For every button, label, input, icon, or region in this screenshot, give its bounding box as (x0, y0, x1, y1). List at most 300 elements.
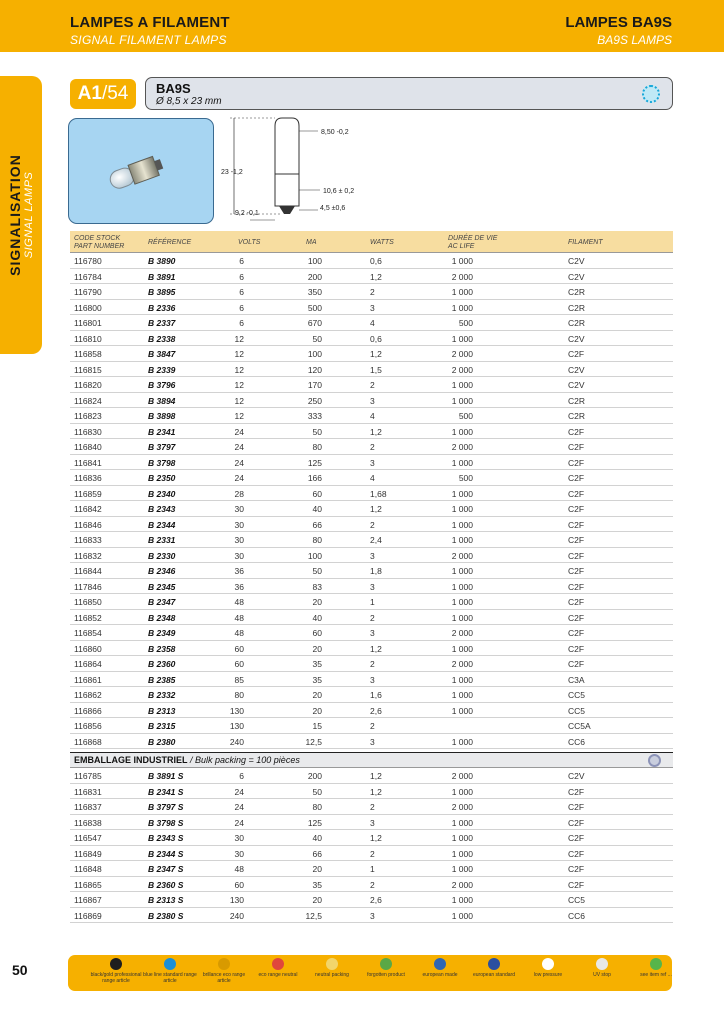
dim-diameter: 8,50 -0,2 (321, 129, 349, 136)
cell-fil: C2R (568, 318, 586, 328)
table-row (70, 641, 673, 657)
cell-ref: B 3891 S (148, 771, 184, 781)
cell-ma: 35 (312, 659, 322, 669)
cell-code: 116833 (74, 535, 102, 545)
cell-ma: 66 (312, 848, 322, 859)
header-left-subtitle: SIGNAL FILAMENT LAMPS (70, 33, 227, 47)
cell-fil: C2F (568, 519, 585, 530)
cell-fil: C2F (568, 504, 585, 514)
cell-fil: C2F (568, 833, 585, 843)
footer-item-label: brillance eco range article (202, 972, 246, 984)
cell-code: 116854 (74, 628, 102, 638)
cell-w: 1,2 (370, 771, 382, 781)
footer-item-label: black/gold professional range article (90, 972, 142, 984)
cell-ma: 15 (312, 721, 322, 731)
cell-v: 30 (234, 848, 244, 859)
cell-code: 116801 (74, 318, 102, 328)
cell-fil: C2F (568, 550, 585, 561)
cell-v: 36 (234, 566, 244, 576)
cell-life: 1 000 (451, 643, 473, 654)
table-row (70, 408, 673, 424)
cell-ma: 120 (307, 364, 322, 375)
cell-life: 2 000 (451, 550, 473, 561)
cell-ref: B 2344 S (148, 848, 184, 859)
cell-ref: B 2345 (148, 581, 176, 592)
cell-code: 116838 (74, 817, 102, 828)
cell-life: 1 000 (451, 426, 473, 437)
cell-ma: 670 (307, 318, 322, 328)
cell-code: 116852 (74, 612, 102, 623)
cell-ref: B 2350 (148, 473, 176, 483)
table-row (70, 687, 673, 703)
footer-item (142, 958, 198, 984)
cell-life: 1 000 (451, 256, 473, 266)
cell-fil: C2F (568, 581, 585, 592)
cell-v: 130 (229, 705, 244, 716)
cell-life: 1 000 (451, 597, 473, 607)
cell-v: 24 (234, 817, 244, 828)
cell-w: 2,4 (370, 535, 382, 545)
table-row (70, 253, 673, 269)
table-row (70, 532, 673, 548)
cell-ma: 80 (312, 535, 322, 545)
cell-code: 116867 (74, 895, 102, 905)
cell-v: 28 (234, 488, 244, 499)
cell-ref: B 2346 (148, 566, 176, 576)
header-left-title: LAMPES A FILAMENT (70, 14, 230, 31)
footer-item (628, 958, 684, 978)
cell-v: 24 (234, 426, 244, 437)
cell-w: 1,2 (370, 786, 382, 797)
cell-fil: C2F (568, 864, 585, 874)
cell-fil: C2V (568, 271, 585, 282)
bulk-packing-icon (648, 754, 661, 767)
cell-ma: 333 (307, 411, 322, 421)
table-row (70, 548, 673, 564)
footer-item (412, 958, 468, 978)
cell-life: 1 000 (451, 302, 473, 313)
cell-ref: B 3890 (148, 256, 176, 266)
cell-w: 1,5 (370, 364, 382, 375)
cell-w: 4 (370, 411, 375, 421)
light-icon (642, 85, 660, 103)
cell-ma: 40 (312, 612, 322, 623)
cell-ref: B 2339 (148, 364, 176, 375)
cell-ma: 80 (312, 802, 322, 812)
cell-ma: 12,5 (305, 736, 322, 747)
cell-ref: B 2340 (148, 488, 176, 499)
cell-w: 3 (370, 628, 375, 638)
cell-v: 80 (234, 690, 244, 700)
header-watts: WATTS (370, 239, 394, 246)
blue-line-icon (164, 958, 176, 970)
cell-v: 240 (229, 736, 244, 747)
header-right-subtitle: BA9S LAMPS (597, 33, 672, 47)
cell-code: 116830 (74, 426, 102, 437)
footer-legend (68, 955, 672, 991)
cell-fil: C2F (568, 786, 585, 797)
cell-code: 116780 (74, 256, 102, 266)
cell-fil: C2F (568, 473, 585, 483)
table-row (70, 625, 673, 641)
product-code-prefix: A1 (77, 83, 102, 104)
table-row (70, 563, 673, 579)
bulk-table-row (70, 830, 673, 846)
cell-fil: CC6 (568, 736, 586, 747)
cell-ma: 20 (312, 597, 322, 607)
cell-w: 1,68 (370, 488, 387, 499)
footer-item-label: UV stop (593, 972, 611, 978)
footer-item-label: neutral packing (315, 972, 349, 978)
footer-item (196, 958, 252, 984)
cell-ma: 20 (312, 864, 322, 874)
cell-code: 116785 (74, 771, 102, 781)
cell-ref: B 3895 (148, 287, 176, 297)
cell-fil: CC5 (568, 895, 586, 905)
cell-ma: 50 (312, 566, 322, 576)
cell-v: 85 (234, 674, 244, 685)
cell-life: 1 000 (451, 910, 473, 921)
cell-w: 3 (370, 910, 375, 921)
cell-w: 1 (370, 864, 375, 874)
table-row (70, 579, 673, 595)
table-row (70, 594, 673, 610)
cell-fil: CC5 (568, 705, 586, 716)
cell-code: 117846 (74, 581, 102, 592)
cell-v: 24 (234, 442, 244, 452)
cell-life: 500 (458, 473, 473, 483)
cell-life: 1 000 (451, 786, 473, 797)
cell-ref: B 2337 (148, 318, 176, 328)
footer-item-label: blue line standard range article (143, 972, 197, 984)
cell-life: 1 000 (451, 380, 473, 390)
cell-code: 116846 (74, 519, 102, 530)
cell-ref: B 2343 S (148, 833, 184, 843)
cell-ref: B 2338 (148, 333, 176, 344)
bulk-table-row (70, 892, 673, 908)
cell-ref: B 2341 (148, 426, 176, 437)
cell-w: 0,6 (370, 333, 382, 344)
footer-item-label: see item ref ... (640, 972, 672, 978)
cell-v: 30 (234, 535, 244, 545)
cell-code: 116864 (74, 659, 102, 669)
cell-life: 500 (458, 411, 473, 421)
cell-ref: B 3797 S (148, 802, 184, 812)
see-item-icon (650, 958, 662, 970)
table-row (70, 610, 673, 626)
table-row (70, 284, 673, 300)
cell-code: 116784 (74, 271, 102, 282)
cell-code: 116869 (74, 910, 102, 921)
cell-ref: B 2313 S (148, 895, 184, 905)
side-tab (0, 76, 42, 354)
cell-ref: B 2385 (148, 674, 176, 685)
cell-v: 30 (234, 504, 244, 514)
cell-fil: C2F (568, 426, 585, 437)
cell-fil: C2F (568, 659, 585, 669)
cell-ref: B 3796 (148, 380, 176, 390)
dim-height: 23 -1,2 (221, 169, 243, 176)
cell-fil: C2F (568, 848, 585, 859)
cell-ref: B 2315 (148, 721, 176, 731)
table-row (70, 703, 673, 719)
footer-item (358, 958, 414, 978)
cell-fil: C2V (568, 333, 585, 344)
cell-w: 2 (370, 612, 375, 623)
cell-life: 1 000 (451, 817, 473, 828)
cell-v: 30 (234, 833, 244, 843)
cell-w: 4 (370, 473, 375, 483)
cell-life: 1 000 (451, 535, 473, 545)
cell-life: 1 000 (451, 519, 473, 530)
table-row (70, 331, 673, 347)
cell-code: 116790 (74, 287, 102, 297)
cell-w: 1,2 (370, 349, 382, 359)
table-row (70, 346, 673, 362)
european-made-icon (434, 958, 446, 970)
table-row (70, 300, 673, 316)
cell-code: 116824 (74, 395, 102, 406)
cell-life: 2 000 (451, 349, 473, 359)
cell-fil: C2R (568, 287, 586, 297)
cell-ma: 100 (307, 349, 322, 359)
product-code-badge (70, 79, 136, 109)
cell-code: 116866 (74, 705, 102, 716)
footer-item (250, 958, 306, 978)
cell-life: 1 000 (451, 566, 473, 576)
cell-ma: 20 (312, 705, 322, 716)
cell-ma: 50 (312, 333, 322, 344)
cell-life: 1 000 (451, 864, 473, 874)
cell-ma: 80 (312, 442, 322, 452)
footer-item (466, 958, 522, 978)
cell-ref: B 2380 (148, 736, 176, 747)
footer-item (574, 958, 630, 978)
cell-ref: B 2380 S (148, 910, 184, 921)
cell-life: 1 000 (451, 690, 473, 700)
cell-v: 60 (234, 659, 244, 669)
cell-fil: C2F (568, 628, 585, 638)
cell-fil: CC6 (568, 910, 586, 921)
cell-ma: 170 (307, 380, 322, 390)
cell-code: 116849 (74, 848, 102, 859)
cell-w: 4 (370, 318, 375, 328)
cell-fil: C2F (568, 597, 585, 607)
bulk-table-row (70, 815, 673, 831)
cell-fil: C2F (568, 879, 585, 890)
cell-ref: B 2348 (148, 612, 176, 623)
cell-ref: B 2344 (148, 519, 176, 530)
cell-w: 2 (370, 802, 375, 812)
cell-v: 60 (234, 879, 244, 890)
cell-w: 2 (370, 380, 375, 390)
cell-code: 116823 (74, 411, 102, 421)
page-number: 50 (12, 962, 28, 978)
cell-w: 1,2 (370, 271, 382, 282)
cell-code: 116831 (74, 786, 102, 797)
cell-life: 2 000 (451, 271, 473, 282)
cell-fil: C2V (568, 256, 585, 266)
table-row (70, 470, 673, 486)
cell-fil: C2F (568, 457, 585, 468)
cell-v: 24 (234, 473, 244, 483)
cell-code: 116859 (74, 488, 102, 499)
low-pressure-icon (542, 958, 554, 970)
product-code-suffix: /54 (101, 83, 129, 104)
cell-life: 1 000 (451, 736, 473, 747)
cell-ma: 500 (307, 302, 322, 313)
cell-fil: C2V (568, 771, 585, 781)
brillance-icon (218, 958, 230, 970)
cell-fil: C2R (568, 302, 586, 313)
cell-fil: C2V (568, 364, 585, 375)
dimension-diagram (220, 112, 380, 230)
cell-ma: 166 (307, 473, 322, 483)
cell-ma: 35 (312, 879, 322, 890)
bulk-section-title: EMBALLAGE INDUSTRIEL (74, 755, 188, 765)
cell-life: 2 000 (451, 802, 473, 812)
cell-v: 6 (239, 256, 244, 266)
cell-life: 1 000 (451, 895, 473, 905)
cell-v: 12 (234, 395, 244, 406)
table-row (70, 362, 673, 378)
bulk-table-row (70, 784, 673, 800)
cell-w: 1,2 (370, 504, 382, 514)
bulk-table (70, 768, 673, 923)
table-row (70, 439, 673, 455)
cell-v: 24 (234, 786, 244, 797)
header-reference: RÉFÉRENCE (148, 239, 192, 246)
cell-fil: C2F (568, 566, 585, 576)
table-row (70, 501, 673, 517)
cell-code: 116840 (74, 442, 102, 452)
cell-ma: 125 (307, 457, 322, 468)
cell-fil: C3A (568, 674, 585, 685)
cell-v: 48 (234, 612, 244, 623)
cell-code: 116841 (74, 457, 102, 468)
table-row (70, 393, 673, 409)
cell-v: 36 (234, 581, 244, 592)
table-row (70, 455, 673, 471)
cell-w: 2 (370, 721, 375, 731)
cell-v: 12 (234, 333, 244, 344)
bulk-table-row (70, 768, 673, 784)
cell-code: 116856 (74, 721, 102, 731)
cell-w: 3 (370, 550, 375, 561)
cell-ref: B 2341 S (148, 786, 184, 797)
cell-ref: B 3798 (148, 457, 176, 468)
cell-ma: 35 (312, 674, 322, 685)
cell-ma: 20 (312, 690, 322, 700)
side-tab-title: SIGNALISATION (7, 154, 23, 276)
cell-life: 2 000 (451, 442, 473, 452)
cell-ref: B 2332 (148, 690, 176, 700)
black-gold-icon (110, 958, 122, 970)
table-row (70, 718, 673, 734)
footer-item-label: european standard (473, 972, 515, 978)
cell-v: 24 (234, 457, 244, 468)
cell-ma: 125 (307, 817, 322, 828)
cell-code: 116848 (74, 864, 102, 874)
european-standard-icon (488, 958, 500, 970)
table-row (70, 424, 673, 440)
table-row (70, 486, 673, 502)
cell-w: 3 (370, 395, 375, 406)
table-row (70, 656, 673, 672)
cell-ma: 12,5 (305, 910, 322, 921)
cell-life: 2 000 (451, 771, 473, 781)
cell-fil: C2F (568, 612, 585, 623)
cell-life: 1 000 (451, 581, 473, 592)
cell-v: 48 (234, 864, 244, 874)
product-photo (68, 118, 214, 224)
cell-code: 116800 (74, 302, 102, 313)
cell-v: 6 (239, 287, 244, 297)
header-code: CODE STOCK PART NUMBER (74, 235, 125, 250)
cell-w: 2,6 (370, 895, 382, 905)
cell-code: 116850 (74, 597, 102, 607)
uv-stop-icon (596, 958, 608, 970)
bulk-table-row (70, 877, 673, 893)
cell-life: 1 000 (451, 488, 473, 499)
cell-w: 3 (370, 736, 375, 747)
cell-life: 2 000 (451, 364, 473, 375)
product-title-bar (145, 77, 673, 110)
cell-w: 2 (370, 879, 375, 890)
cell-code: 116842 (74, 504, 102, 514)
cell-v: 130 (229, 895, 244, 905)
cell-v: 6 (239, 302, 244, 313)
cell-life: 2 000 (451, 628, 473, 638)
cell-life: 2 000 (451, 879, 473, 890)
cell-life: 1 000 (451, 395, 473, 406)
cell-ma: 40 (312, 504, 322, 514)
cell-code: 116844 (74, 566, 102, 576)
cell-ref: B 3798 S (148, 817, 184, 828)
cell-w: 3 (370, 817, 375, 828)
cell-w: 1,2 (370, 643, 382, 654)
cell-v: 6 (239, 318, 244, 328)
cell-ma: 20 (312, 895, 322, 905)
cell-ref: B 3891 (148, 271, 176, 282)
cell-ma: 50 (312, 426, 322, 437)
cell-life: 1 000 (451, 848, 473, 859)
footer-item (520, 958, 576, 978)
cell-code: 116837 (74, 802, 102, 812)
cell-life: 1 000 (451, 612, 473, 623)
cell-w: 1,6 (370, 690, 382, 700)
cell-life: 1 000 (451, 833, 473, 843)
cell-ref: B 2349 (148, 628, 176, 638)
cell-w: 2 (370, 659, 375, 669)
cell-ref: B 2343 (148, 504, 176, 514)
cell-v: 240 (229, 910, 244, 921)
cell-ref: B 2330 (148, 550, 176, 561)
cell-life: 1 000 (451, 674, 473, 685)
cell-ref: B 3894 (148, 395, 176, 406)
cell-code: 116832 (74, 550, 102, 561)
cell-ma: 60 (312, 488, 322, 499)
cell-ma: 40 (312, 833, 322, 843)
table-row (70, 269, 673, 285)
cell-v: 60 (234, 643, 244, 654)
cell-life: 1 000 (451, 705, 473, 716)
footer-item-label: low pressure (533, 972, 563, 978)
cell-ref: B 2347 (148, 597, 176, 607)
dim-cap: 9,2 -0,1 (235, 210, 259, 217)
product-name: BA9S (156, 81, 191, 96)
cell-ma: 350 (307, 287, 322, 297)
